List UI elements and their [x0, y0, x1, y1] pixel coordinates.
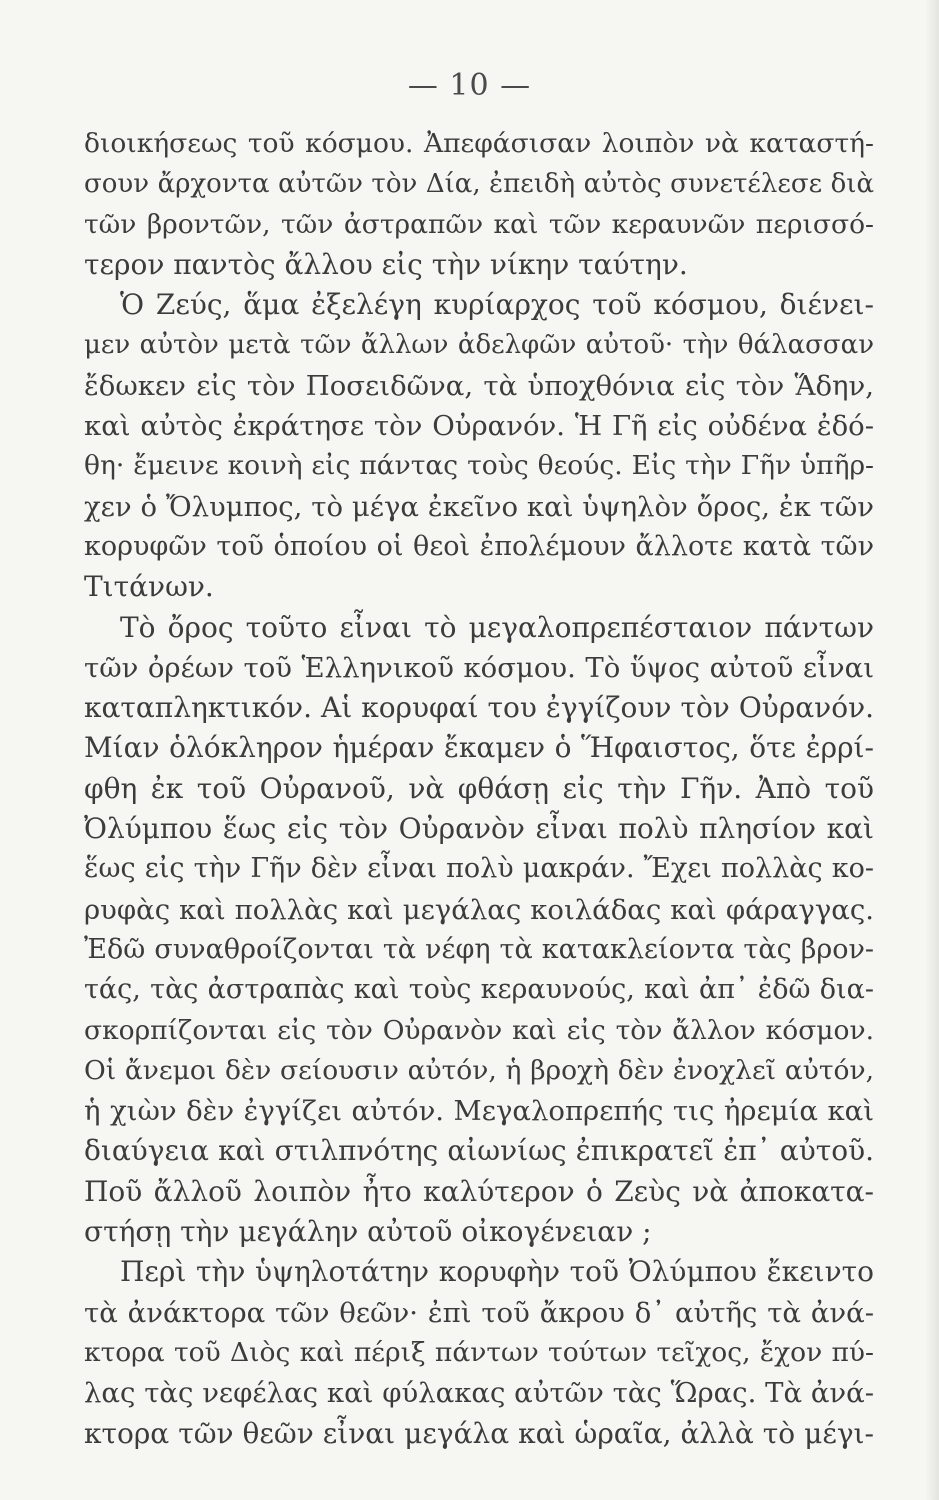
- text-line: διοικήσεως τοῦ κόσμου. Ἀπεφάσισαν λοιπὸν νὰ καταστή-: [84, 128, 874, 159]
- body-text: [84, 124, 874, 1454]
- page-edge-shadow: [925, 0, 939, 1500]
- text-line: ἕως εἰς τὴν Γῆν δὲν εἶναι πολὺ μακράν. Ἔχει πολλὰς κο-: [84, 853, 874, 885]
- text-line: διαύγεια καὶ στιλπνότης αἰωνίως ἐπικρατεῖ ἐπ᾽ αὐτοῦ.: [84, 1134, 874, 1168]
- text-line: στήσῃ τὴν μεγάλην αὐτοῦ οἰκογένειαν ;: [84, 1215, 652, 1249]
- text-line: ἡ χιὼν δὲν ἐγγίζει αὐτόν. Μεγαλοπρεπής τις ἠρεμία καὶ: [84, 1095, 874, 1128]
- text-line: ρυφὰς καὶ πολλὰς καὶ μεγάλας κοιλάδας καὶ φάραγγας.: [84, 893, 874, 926]
- text-line: Ἐδῶ συναθροίζονται τὰ νέφη τὰ κατακλείοντα τὰς βρον-: [84, 933, 874, 965]
- text-line: μεν αὐτὸν μετὰ τῶν ἄλλων ἀδελφῶν αὐτοῦ· τὴν θάλασσαν: [84, 330, 874, 361]
- text-line: Τιτάνων.: [84, 570, 214, 604]
- text-line: τάς, τὰς ἀστραπὰς καὶ τοὺς κεραυνούς, καὶ ἀπ᾽ ἐδῶ δια-: [84, 974, 874, 1006]
- text-line: τῶν ὀρέων τοῦ Ἑλληνικοῦ κόσμου. Τὸ ὕψος αὐτοῦ εἶναι: [84, 651, 874, 684]
- text-line: Μίαν ὁλόκληρον ἡμέραν ἔκαμεν ὁ Ἥφαιστος, ὅτε ἐρρί-: [84, 731, 874, 765]
- text-line: Τὸ ὄρος τοῦτο εἶναι τὸ μεγαλοπρεπέσταιον πάντων: [120, 610, 874, 644]
- text-line: τὰ ἀνάκτορα τῶν θεῶν· ἐπὶ τοῦ ἄκρου δ᾽ αὐτῆς τὰ ἀνά-: [84, 1296, 874, 1329]
- text-line: Ὀλύμπου ἕως εἰς τὸν Οὐρανὸν εἶναι πολὺ πλησίον καὶ: [84, 812, 874, 846]
- text-line: τερον παντὸς ἄλλου εἰς τὴν νίκην ταύτην.: [84, 247, 688, 281]
- text-line: κορυφῶν τοῦ ὁποίου οἱ θεοὶ ἐπολέμουν ἄλλοτε κατὰ τῶν: [84, 530, 874, 562]
- text-line: φθη ἐκ τοῦ Οὐρανοῦ, νὰ φθάσῃ εἰς τὴν Γῆν. Ἀπὸ τοῦ: [84, 771, 874, 805]
- text-line: Ὁ Ζεύς, ἅμα ἐξελέγη κυρίαρχος τοῦ κόσμου, διένει-: [120, 288, 874, 322]
- text-line: καταπληκτικόν. Αἱ κορυφαί του ἐγγίζουν τὸν Οὐρανόν.: [84, 691, 874, 725]
- text-line: θη· ἔμεινε κοινὴ εἰς πάντας τοὺς θεούς. Εἰς τὴν Γῆν ὑπῆρ-: [84, 450, 874, 482]
- text-line: σουν ἄρχοντα αὐτῶν τὸν Δία, ἐπειδὴ αὐτὸς συνετέλεσε διὰ: [84, 169, 874, 200]
- text-line: λας τὰς νεφέλας καὶ φύλακας αὐτῶν τὰς Ὥρας. Τὰ ἀνά-: [84, 1377, 874, 1410]
- text-line: τῶν βροντῶν, τῶν ἀστραπῶν καὶ τῶν κεραυνῶν περισσό-: [84, 208, 874, 240]
- text-line: κτορα τῶν θεῶν εἶναι μεγάλα καὶ ὡραῖα, ἀλλὰ τὸ μέγι-: [84, 1416, 874, 1450]
- text-line: κτορα τοῦ Διὸς καὶ πέριξ πάντων τούτων τεῖχος, ἔχον πύ-: [84, 1336, 874, 1368]
- text-line: χεν ὁ Ὄλυμπος, τὸ μέγα ἐκεῖνο καὶ ὑψηλὸν ὄρος, ἐκ τῶν: [84, 490, 874, 523]
- text-line: Περὶ τὴν ὑψηλοτάτην κορυφὴν τοῦ Ὀλύμπου ἔκειντο: [120, 1255, 874, 1289]
- text-line: σκορπίζονται εἰς τὸν Οὐρανὸν καὶ εἰς τὸν ἄλλον κόσμον.: [84, 1014, 874, 1046]
- text-line: ἔδωκεν εἰς τὸν Ποσειδῶνα, τὰ ὑποχθόνια εἰς τὸν Ἅδην,: [84, 369, 874, 402]
- page-number: — 10 —: [407, 68, 532, 103]
- text-line: Οἱ ἄνεμοι δὲν σείουσιν αὐτόν, ἡ βροχὴ δὲν ἐνοχλεῖ αὐτόν,: [84, 1054, 874, 1086]
- text-line: καὶ αὐτὸς ἐκράτησε τὸν Οὐρανόν. Ἡ Γῆ εἰς οὐδένα ἐδό-: [84, 410, 874, 443]
- text-line: Ποῦ ἄλλοῦ λοιπὸν ἦτο καλύτερον ὁ Ζεὺς νὰ ἀποκατα-: [84, 1174, 874, 1208]
